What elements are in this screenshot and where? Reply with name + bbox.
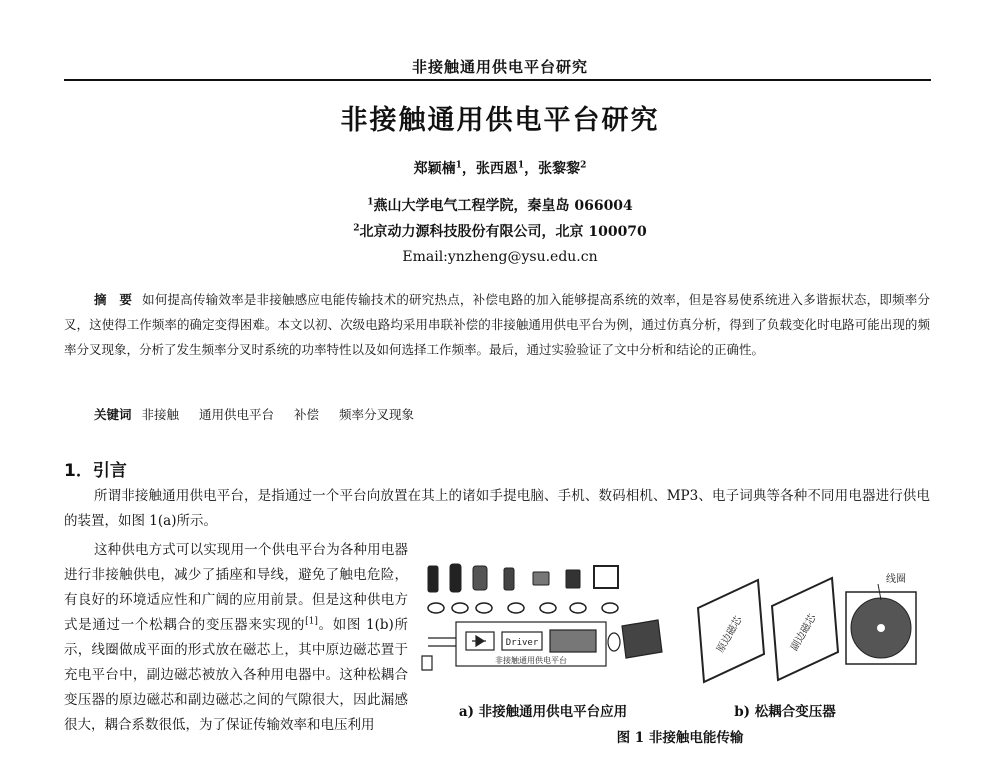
running-header: 非接触通用供电平台研究 <box>411 58 588 76</box>
header-rule <box>64 79 931 81</box>
player-icon <box>566 570 580 588</box>
camera-icon <box>473 566 487 590</box>
figure-1b-caption: b) 松耦合变压器 <box>734 704 836 720</box>
affiliation-1 <box>0 195 1000 215</box>
keywords <box>94 405 430 423</box>
author-affil-sup: 2 <box>580 160 587 171</box>
coil-center <box>877 624 885 632</box>
keyword: 补偿 <box>294 407 320 422</box>
driver-label: Driver <box>505 638 539 648</box>
camera-icon <box>533 572 549 585</box>
devices-row <box>428 564 618 592</box>
author-name: 张西恩 <box>475 161 518 177</box>
abstract <box>64 287 930 362</box>
secondary-core-label: 副边磁芯 <box>789 612 819 653</box>
intro-paragraph-2 <box>64 538 408 738</box>
keyword: 通用供电平台 <box>199 407 275 422</box>
keyword: 非接触 <box>141 407 180 422</box>
author-affil-sup: 1 <box>455 160 462 171</box>
figure-1b-transformer-diagram <box>688 566 938 684</box>
coil-icon <box>570 603 586 613</box>
keywords-label: 关键词 <box>94 407 132 422</box>
figure-1a-platform-diagram <box>418 560 670 680</box>
coil-icon <box>508 603 524 613</box>
affiliation-sup: 1 <box>367 197 374 208</box>
author-name: 郑颖楠 <box>413 161 456 177</box>
coil-icon <box>452 603 468 613</box>
author-list: 郑颖楠$^1$，张西恩$^1$，张黎黎$^2$ <box>413 160 587 177</box>
platform-label: 非接触通用供电平台 <box>495 656 567 665</box>
affiliation-text: 燕山大学电气工程学院，秦皇岛 066004 <box>373 198 633 214</box>
coil-label: 线圈 <box>886 574 906 585</box>
coil-icon <box>428 603 444 613</box>
laptop-icon <box>622 620 662 658</box>
primary-core-label: 原边磁芯 <box>715 614 745 655</box>
abstract-text: 如何提高传输效率是非接触感应电能传输技术的研究热点，补偿电路的加入能够提高系统的效率，但是容易使系统进入多谐振状态，即频率分叉，这使得工作频率的确定变得困难。本文以初、次级电路均采用串联补偿的非接触通用供电平台为例，通过仿真分析，得到了负载变化时电路可能出现的频率分叉现象，分析了发生频率分叉时系统的功率特性以及如何选择工作频率。最后，通过实验验证了文中分析和结论的正确性。 <box>64 292 930 357</box>
diode-symbol <box>472 636 486 646</box>
phone-icon <box>428 566 438 592</box>
phone-icon <box>450 564 461 592</box>
paragraph-text: 这种供电方式可以实现用一个供电平台为各种用电器进行非接触供电，减少了插座和导线，避免了触电危险，有良好的环境适应性和广阔的应用前景。但是这种供电方式是通过一个松耦合的变压器来实现的 <box>64 542 408 633</box>
keyword: 频率分叉现象 <box>339 407 415 422</box>
abstract-label: 摘 要 <box>94 292 133 307</box>
paragraph-text: 。如图 1(b)所示，线圈做成平面的形式放在磁芯上，其中原边磁芯置于充电平台中，副边磁芯被放入各种用电器中。这种松耦合变压器的原边磁芯和副边磁芯之间的气隙很大，因此漏感很大，耦合系数很低，为了保证传输效率和电压利用 <box>64 617 409 733</box>
figure-1-caption: 图 1 非接触电能传输 <box>616 730 744 746</box>
paper-title: 非接触通用供电平台研究 <box>340 105 660 136</box>
transmitter-coil-block <box>550 630 596 652</box>
coil-icon <box>602 603 618 613</box>
mp3-icon <box>504 568 514 590</box>
monitor-icon <box>594 566 618 588</box>
intro-paragraph-1: 所谓非接触通用供电平台，是指通过一个平台向放置在其上的诸如手提电脑、手机、数码相机、MP3、电子词典等各种不同用电器进行供电的装置，如图 1(a)所示。 <box>64 488 930 529</box>
mains-plug-icon <box>422 638 456 670</box>
author-affil-sup: 1 <box>517 160 525 171</box>
coil-icon <box>540 603 556 613</box>
coil-icon <box>608 633 620 651</box>
author-name: 张黎黎 <box>538 161 581 177</box>
figure-1a-caption: a) 非接触通用供电平台应用 <box>458 704 628 720</box>
section-heading: 1．引言 <box>64 461 127 481</box>
email: Email:ynzheng@ysu.edu.cn <box>402 249 598 265</box>
affiliation-text: 北京动力源科技股份有限公司，北京 100070 <box>359 224 647 240</box>
coil-icon <box>476 603 492 613</box>
receiver-coils <box>428 603 618 613</box>
citation: [1] <box>305 616 318 627</box>
affiliation-sup: 2 <box>353 223 360 234</box>
affiliation-2 <box>0 221 1000 241</box>
